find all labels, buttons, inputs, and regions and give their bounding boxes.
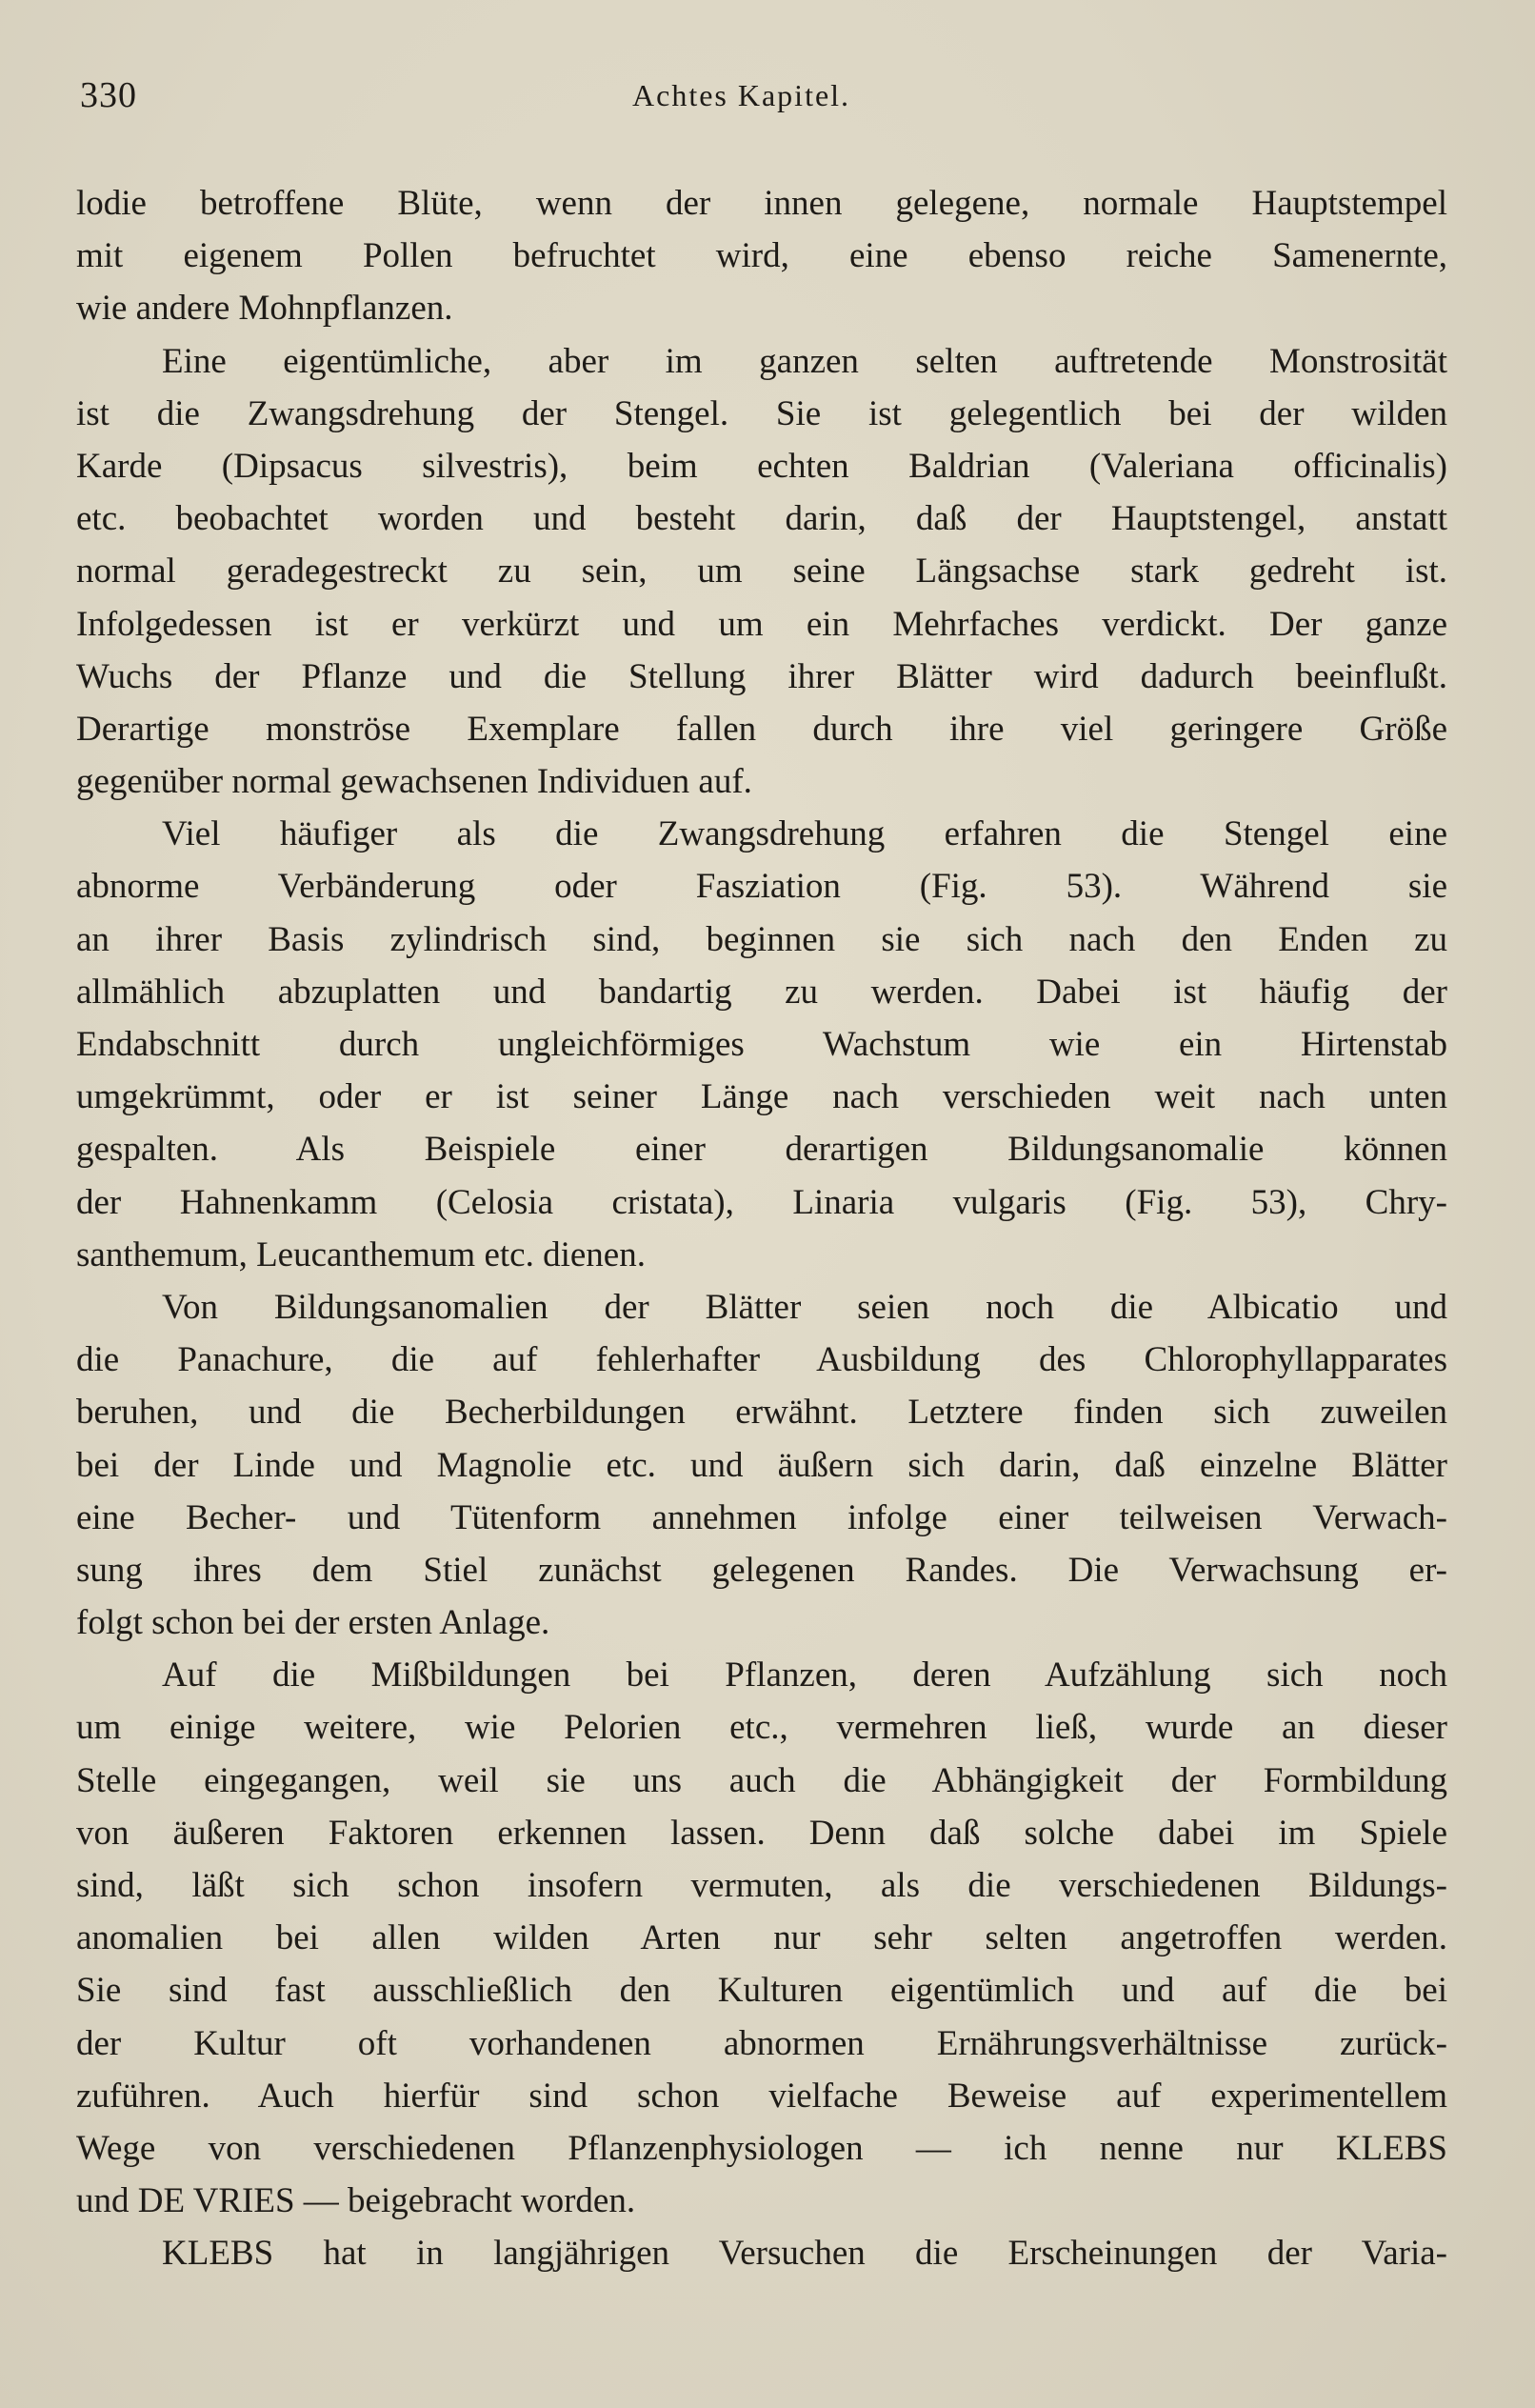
body-text [76, 177, 1447, 2280]
text-line: zuführen. Auch hierfür sind schon vielfache Beweise auf experimentellem [76, 2076, 1447, 2116]
text-line: Sie sind fast ausschließlich den Kulturen eigentümlich und auf die bei [76, 1971, 1447, 2011]
text-line: lodie betroffene Blüte, wenn der innen gelegene, normale Hauptstempel [76, 184, 1447, 223]
text-line: Wege von verschiedenen Pflanzenphysiologen — ich nenne nur KLEBS [76, 2128, 1447, 2168]
text-line: santhemum, Leucanthemum etc. dienen. [76, 1234, 646, 1274]
text-line: Derartige monströse Exemplare fallen durch ihre viel geringere Größe [76, 709, 1447, 749]
text-line: Von Bildungsanomalien der Blätter seien noch die Albicatio und [162, 1287, 1447, 1327]
text-line: von äußeren Faktoren erkennen lassen. Denn daß solche dabei im Spiele [76, 1813, 1447, 1853]
text-line: allmählich abzuplatten und bandartig zu werden. Dabei ist häufig der [76, 972, 1447, 1012]
text-line: sind, läßt sich schon insofern vermuten, als die verschiedenen Bildungs- [76, 1866, 1447, 1905]
text-line: anomalien bei allen wilden Arten nur sehr selten angetroffen werden. [76, 1918, 1447, 1958]
text-line: Karde (Dipsacus silvestris), beim echten Baldrian (Valeriana officinalis) [76, 446, 1447, 486]
text-line: gegenüber normal gewachsenen Individuen auf. [76, 762, 752, 802]
text-line: Auf die Mißbildungen bei Pflanzen, deren Aufzählung sich noch [162, 1656, 1447, 1696]
text-line: an ihrer Basis zylindrisch sind, beginnen sie sich nach den Enden zu [76, 919, 1447, 959]
paragraph [76, 177, 1447, 335]
text-line: und DE VRIES — beigebracht worden. [76, 2181, 636, 2221]
text-line: der Hahnenkamm (Celosia cristata), Linaria vulgaris (Fig. 53), Chry- [76, 1182, 1447, 1222]
text-line: umgekrümmt, oder er ist seiner Länge nach verschieden weit nach unten [76, 1077, 1447, 1117]
paragraph [76, 1281, 1447, 1649]
text-line: ist die Zwangsdrehung der Stengel. Sie ist gelegentlich bei der wilden [76, 393, 1447, 433]
text-line: Viel häufiger als die Zwangsdrehung erfahren die Stengel eine [162, 814, 1447, 854]
paragraph [76, 1649, 1447, 2227]
text-line: sung ihres dem Stiel zunächst gelegenen Randes. Die Verwachsung er- [76, 1550, 1447, 1590]
text-line: wie andere Mohnpflanzen. [76, 289, 453, 329]
text-line: die Panachure, die auf fehlerhafter Ausbildung des Chlorophyllapparates [76, 1340, 1447, 1380]
paragraph [76, 808, 1447, 1281]
page-header [80, 74, 1451, 131]
text-line: um einige weitere, wie Pelorien etc., vermehren ließ, wurde an dieser [76, 1708, 1447, 1748]
paragraph [76, 2227, 1447, 2279]
paragraph [76, 335, 1447, 809]
text-line: folgt schon bei der ersten Anlage. [76, 1603, 550, 1643]
text-line: gespalten. Als Beispiele einer derartigen Bildungsanomalie können [76, 1130, 1447, 1170]
text-line: etc. beobachtet worden und besteht darin, daß der Hauptstengel, anstatt [76, 499, 1447, 539]
text-line: mit eigenem Pollen befruchtet wird, eine ebenso reiche Samenernte, [76, 236, 1447, 276]
text-line: bei der Linde und Magnolie etc. und äußern sich darin, daß einzelne Blätter [76, 1445, 1447, 1485]
text-line: abnorme Verbänderung oder Fasziation (Fig. 53). Während sie [76, 867, 1447, 907]
text-line: der Kultur oft vorhandenen abnormen Ernährungsverhältnisse zurück- [76, 2023, 1447, 2063]
text-line: Stelle eingegangen, weil sie uns auch die Abhängigkeit der Formbildung [76, 1760, 1447, 1800]
text-line: Endabschnitt durch ungleichförmiges Wachstum wie ein Hirtenstab [76, 1025, 1447, 1064]
text-line: normal geradegestreckt zu sein, um seine Längsachse stark gedreht ist. [76, 552, 1447, 592]
text-line: Wuchs der Pflanze und die Stellung ihrer Blätter wird dadurch beeinflußt. [76, 656, 1447, 696]
text-line: eine Becher- und Tütenform annehmen infolge einer teilweisen Verwach- [76, 1497, 1447, 1537]
text-line: KLEBS hat in langjährigen Versuchen die Erscheinungen der Varia- [162, 2234, 1447, 2274]
text-line: beruhen, und die Becherbildungen erwähnt. Letztere finden sich zuweilen [76, 1393, 1447, 1433]
page-number: 330 [80, 75, 137, 115]
running-title: Achtes Kapitel. [632, 78, 851, 112]
text-line: Infolgedessen ist er verkürzt und um ein Mehrfaches verdickt. Der ganze [76, 604, 1447, 644]
text-line: Eine eigentümliche, aber im ganzen selten auftretende Monstrosität [162, 341, 1447, 381]
